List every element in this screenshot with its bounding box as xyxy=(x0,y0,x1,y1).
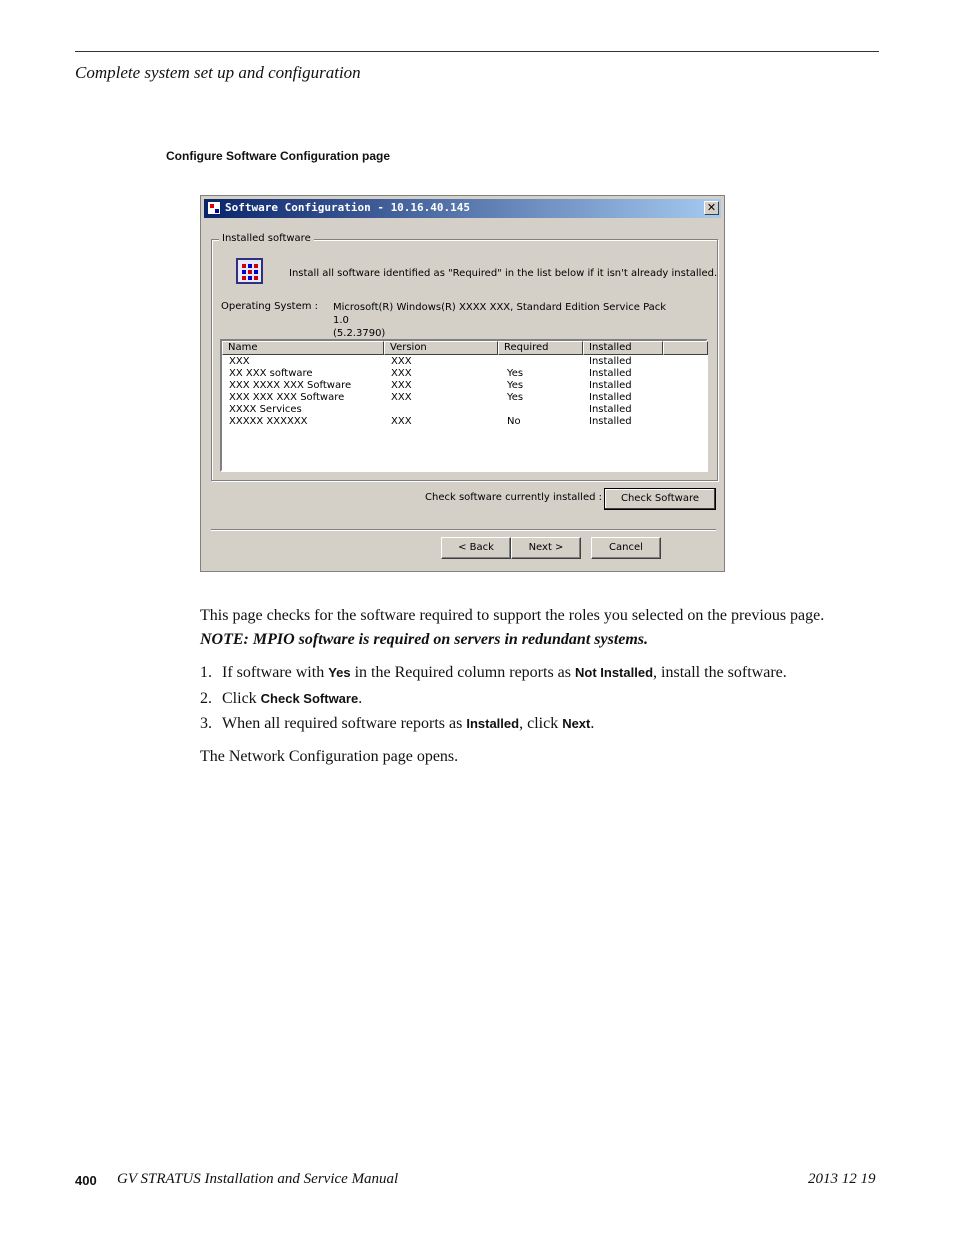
cell-required: Yes xyxy=(507,392,524,403)
table-row[interactable] xyxy=(222,356,706,368)
dialog-titlebar[interactable] xyxy=(204,199,721,218)
cell-name: XXX xyxy=(229,356,250,367)
cell-required: Yes xyxy=(507,368,524,379)
software-config-icon xyxy=(236,258,263,284)
page-number: 400 xyxy=(75,1173,97,1188)
cell-version: XXX xyxy=(391,380,412,391)
table-row[interactable] xyxy=(222,392,706,404)
step-text: . xyxy=(590,715,595,732)
check-software-button[interactable]: Check Software xyxy=(604,488,716,510)
column-header-filler xyxy=(663,341,708,355)
table-row[interactable] xyxy=(222,380,706,392)
cell-name: XXXX Services xyxy=(229,404,302,415)
note-paragraph: NOTE: MPIO software is required on servers in redundant systems. xyxy=(200,631,649,648)
table-row[interactable] xyxy=(222,404,706,416)
cell-version: XXX xyxy=(391,416,412,427)
list-header xyxy=(222,341,706,356)
step-number: 3. xyxy=(200,715,212,732)
cell-installed: Installed xyxy=(589,392,632,403)
ui-term: Check Software xyxy=(260,691,359,706)
cell-version: XXX xyxy=(391,392,412,403)
table-row[interactable] xyxy=(222,368,706,380)
os-value xyxy=(333,301,683,340)
cell-name: XX XXX software xyxy=(229,368,313,379)
step-text: If software with xyxy=(222,664,329,681)
step-text: in the Required column reports as xyxy=(350,664,575,681)
install-instruction: Install all software identified as "Required" in the list below if it isn't already installed. xyxy=(289,268,718,279)
check-software-label: Check software currently installed : xyxy=(425,492,602,503)
cell-version: XXX xyxy=(391,356,412,367)
ui-term: Installed xyxy=(466,716,520,731)
step-text: Click xyxy=(222,690,261,707)
figure-caption: Configure Software Configuration page xyxy=(166,149,390,163)
publication-date: 2013 12 19 xyxy=(808,1171,876,1187)
step-number: 2. xyxy=(200,690,212,707)
software-list[interactable] xyxy=(220,339,708,472)
back-button[interactable]: < Back xyxy=(441,537,511,559)
outro-paragraph: The Network Configuration page opens. xyxy=(200,748,459,765)
cell-installed: Installed xyxy=(589,356,632,367)
os-value-line2: (5.2.3790) xyxy=(333,328,386,339)
step-2 xyxy=(200,689,362,709)
manual-title: GV STRATUS Installation and Service Manual xyxy=(117,1171,399,1187)
table-row[interactable] xyxy=(222,416,706,428)
cell-installed: Installed xyxy=(589,368,632,379)
cell-required: Yes xyxy=(507,380,524,391)
software-configuration-dialog xyxy=(200,195,725,572)
button-separator xyxy=(211,529,716,531)
app-icon xyxy=(207,201,221,215)
next-button[interactable]: Next > xyxy=(511,537,581,559)
ui-term: Yes xyxy=(328,665,351,680)
cell-installed: Installed xyxy=(589,416,632,427)
step-number: 1. xyxy=(200,664,212,681)
step-text: When all required software reports as xyxy=(222,715,467,732)
column-header-installed[interactable]: Installed xyxy=(583,341,663,355)
step-text: , click xyxy=(519,715,563,732)
close-button[interactable] xyxy=(704,201,719,215)
cancel-button[interactable]: Cancel xyxy=(591,537,661,559)
cell-installed: Installed xyxy=(589,404,632,415)
step-text: . xyxy=(358,690,363,707)
os-label: Operating System : xyxy=(221,301,319,312)
group-label: Installed software xyxy=(219,233,314,244)
cell-name: XXX XXX XXX Software xyxy=(229,392,345,403)
cell-required: No xyxy=(507,416,521,427)
step-1 xyxy=(200,663,787,683)
os-value-line1: Microsoft(R) Windows(R) XXXX XXX, Standard Edition Service Pack 1.0 xyxy=(333,302,667,326)
ui-term: Not Installed xyxy=(575,665,654,680)
header-rule xyxy=(75,51,879,52)
section-title: Complete system set up and configuration xyxy=(75,63,361,82)
cell-installed: Installed xyxy=(589,380,632,391)
cell-name: XXXXX XXXXXX xyxy=(229,416,308,427)
step-3 xyxy=(200,714,594,734)
cell-version: XXX xyxy=(391,368,412,379)
dialog-title: Software Configuration - 10.16.40.145 xyxy=(225,201,471,214)
step-text: , install the software. xyxy=(653,664,787,681)
column-header-version[interactable]: Version xyxy=(384,341,498,355)
intro-paragraph: This page checks for the software required to support the roles you selected on the previous page. xyxy=(200,607,825,624)
column-header-name[interactable]: Name xyxy=(222,341,384,355)
close-icon: ✕ xyxy=(706,201,717,214)
column-header-required[interactable]: Required xyxy=(498,341,583,355)
ui-term: Next xyxy=(562,716,591,731)
cell-name: XXX XXXX XXX Software xyxy=(229,380,352,391)
